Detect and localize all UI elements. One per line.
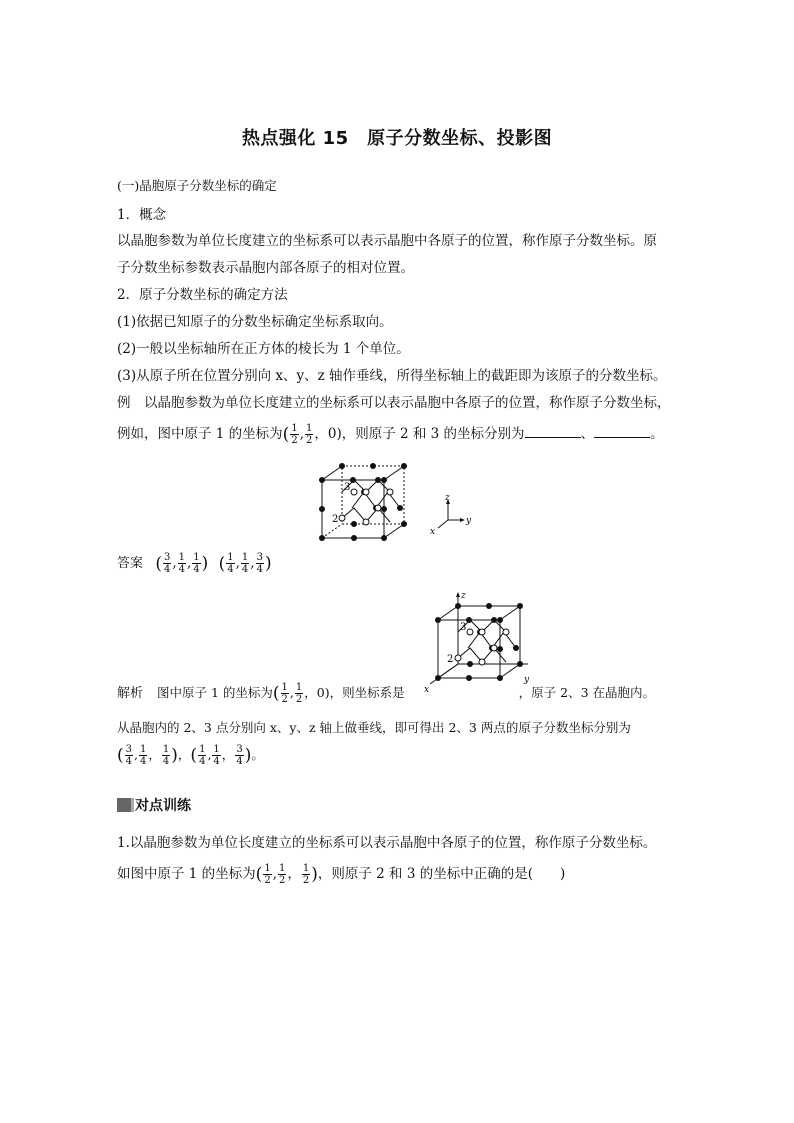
method-title: 2．原子分数坐标的确定方法: [117, 287, 288, 303]
y-axis-label: y: [466, 516, 472, 526]
question-1-line-2: 如图中原子 1 的坐标为( $\frac{1}{2}$ , $\frac{1}{2}$ ， $\frac{1}{2}$ )，则原子 2 和 3 的坐标中正确的是( ): [117, 863, 566, 886]
method-2: (2)一般以坐标轴所在正方体的棱长为 1 个单位。: [117, 341, 410, 357]
fraction: $\frac{1}{4}$: [193, 552, 200, 575]
section-marker-icon: [117, 798, 131, 812]
analysis-line-3: ( $\frac{3}{4}$ , $\frac{1}{4}$ ， $\frac{1}{4}$ )，( $\frac{1}{4}$ , $\frac{1}{4}$ ， $\frac{3}{4}$ )。: [117, 744, 264, 767]
section-heading: (一)晶胞原子分数坐标的确定: [117, 178, 277, 193]
fraction: $\frac{3}{4}$: [256, 552, 263, 575]
atom-2-label-2: 2: [447, 654, 454, 665]
fraction: $\frac{3}{4}$: [163, 552, 171, 575]
fraction: $\frac{1}{2}$: [264, 863, 271, 886]
paren-open: (: [282, 424, 290, 445]
analysis-line-1: 解析 图中原子 1 的坐标为( $\frac{1}{2}$ , $\frac{1}{2}$ ，0)，则坐标系是 ，原子 2、3 在晶胞内。: [117, 682, 655, 705]
y-axis-label-2: y: [524, 675, 530, 685]
coord-tail: ，0): [304, 685, 330, 700]
axis-indicator: [428, 492, 478, 538]
example-line-1: 例 以晶胞参数为单位长度建立的坐标系可以表示晶胞中各原子的位置，称作原子分数坐标，: [117, 395, 671, 411]
z-axis-label: z: [445, 493, 450, 503]
answer-label: 答案: [117, 556, 144, 571]
analysis-text-mid: ，则坐标系是: [329, 685, 405, 700]
blank-separator: 、: [580, 426, 595, 442]
analysis-text-pre: 图中原子 1 的坐标为: [157, 685, 273, 700]
question-text-end: ，则原子 2 和 3 的坐标中正确的是( ): [317, 866, 566, 882]
concept-title: 1．概念: [117, 207, 167, 223]
atom-3-label-2: 3: [460, 622, 467, 633]
concept-text-2: 子分数坐标参数表示晶胞内部各原子的相对位置。: [117, 260, 414, 276]
fraction: $\frac{1}{4}$: [178, 552, 185, 575]
answer-blank-2: [594, 425, 650, 438]
atom-3-label: 3: [344, 482, 351, 493]
analysis-label: 解析: [117, 686, 144, 701]
example-text-end: 。: [650, 426, 664, 442]
fraction: $\frac{1}{2}$: [295, 682, 303, 705]
fraction: $\frac{1}{2}$: [302, 863, 310, 886]
fraction: $\frac{1}{4}$: [241, 552, 249, 575]
page-title: 热点强化 15 原子分数坐标、投影图: [241, 128, 553, 149]
atom-2-label: 2: [332, 514, 339, 525]
analysis-text-end: ，原子 2、3 在晶胞内。: [518, 685, 655, 700]
answer-line: 答案 ( $\frac{3}{4}$ , $\frac{1}{4}$ , $\frac{1}{4}$ ) ( $\frac{1}{4}$ , $\frac{1}{4}$ , $\frac{3}{4}$ ): [117, 552, 272, 575]
method-1: (1)依据已知原子的分数坐标确定坐标系取向。: [117, 314, 393, 330]
concept-text-1: 以晶胞参数为单位长度建立的坐标系可以表示晶胞中各原子的位置，称作原子分数坐标。原: [117, 233, 657, 249]
fraction: $\frac{1}{2}$: [291, 423, 298, 446]
x-axis-label-2: x: [424, 685, 430, 695]
coord-tail: ，0): [314, 426, 342, 442]
question-1-line-1: 1.以晶胞参数为单位长度建立的坐标系可以表示晶胞中各原子的位置，称作原子分数坐标。: [117, 835, 657, 851]
crystal-cell-figure: [318, 462, 418, 542]
practice-heading: [117, 796, 191, 814]
x-axis-label: x: [430, 527, 436, 537]
fraction: $\frac{1}{4}$: [227, 552, 234, 575]
analysis-line-2: 从晶胞内的 2、3 点分别向 x、y、z 轴上做垂线，即可得出 2、3 两点的原子分数坐标分别为: [117, 720, 631, 735]
fraction: $\frac{1}{2}$: [278, 863, 286, 886]
practice-heading-text: 对点训练: [135, 798, 191, 814]
method-3: (3)从原子所在位置分别向 x、y、z 轴作垂线，所得坐标轴上的截距即为该原子的分数坐标。: [117, 368, 667, 384]
example-text-mid: ，则原子 2 和 3 的坐标分别为: [341, 426, 525, 442]
example-text-pre: 例如，图中原子 1 的坐标为: [117, 426, 283, 442]
fraction: $\frac{1}{2}$: [305, 423, 313, 446]
z-axis-label-2: z: [461, 591, 466, 601]
answer-blank-1: [525, 425, 581, 438]
fraction: $\frac{1}{2}$: [281, 682, 288, 705]
question-text-pre: 如图中原子 1 的坐标为: [117, 866, 256, 882]
example-line-2: 例如，图中原子 1 的坐标为( $\frac{1}{2}$ , $\frac{1}{2}$ ，0)，则原子 2 和 3 的坐标分别为 、 。: [117, 423, 664, 446]
crystal-cell-axes-figure: [424, 590, 532, 695]
